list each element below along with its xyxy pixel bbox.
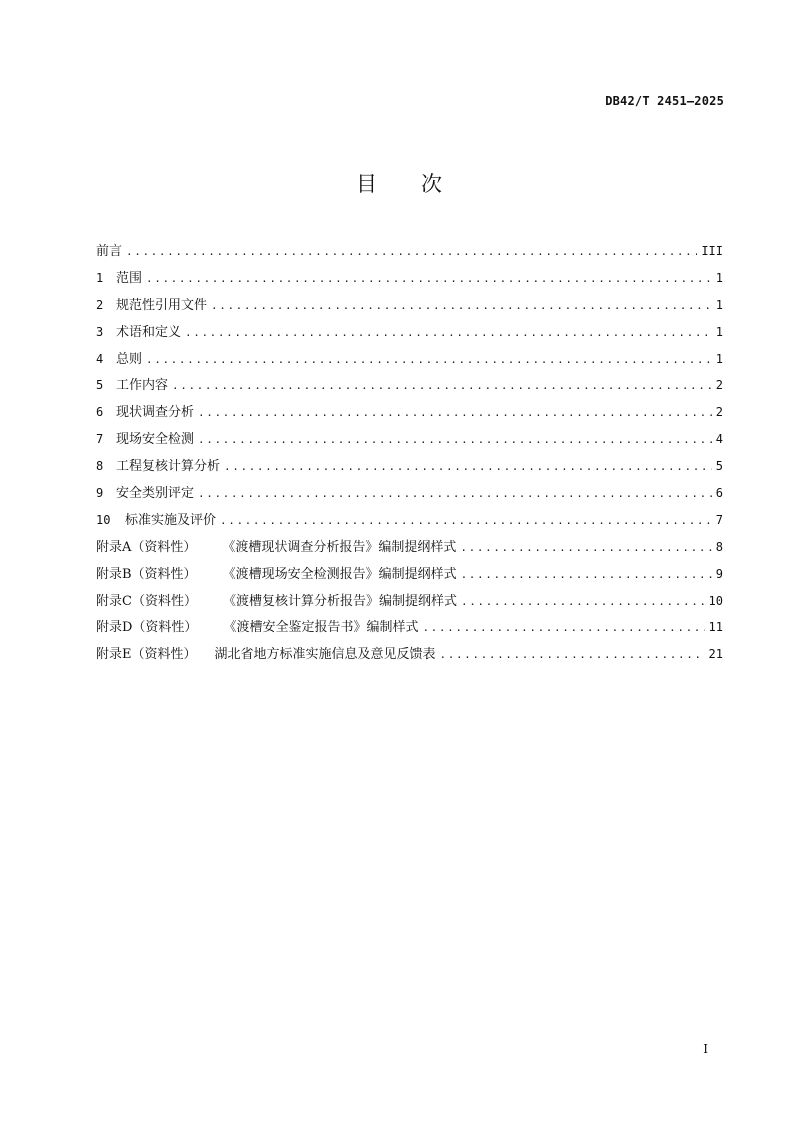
toc-entry-page: 8 [715,539,723,554]
toc-entry-number: 8 [96,459,104,474]
toc-entry-label: 现场安全检测 [116,432,195,448]
appendix-name: 《渡槽现状调查分析报告》编制提纲样式 [222,539,457,555]
toc-entry-page: III [701,244,723,258]
dot-leader [198,406,712,419]
appendix-label: 附录C（资料性） [96,593,197,609]
toc-entry-page: 6 [715,486,723,501]
toc-entry-appendix-e[interactable] [96,643,723,670]
toc-entry-number: 3 [96,324,104,339]
toc-entry-label: 范围 [116,270,143,286]
toc-entry-number: 9 [96,486,104,501]
toc-entry-label: 安全类别评定 [116,486,195,502]
toc-entry-number: 4 [96,351,104,366]
table-of-contents [96,240,723,670]
toc-entry-appendix-b[interactable] [96,563,723,590]
dot-leader [220,514,712,527]
dot-leader [185,326,712,339]
toc-entry-7[interactable] [96,428,723,455]
dot-leader [461,595,705,608]
toc-entry-label: 术语和定义 [116,324,182,340]
toc-entry-page: 21 [708,647,723,662]
toc-entry-page: 2 [715,378,723,393]
toc-entry-number: 1 [96,270,104,285]
toc-entry-page: 1 [715,324,723,339]
toc-entry-label: 工作内容 [116,378,169,394]
appendix-label: 附录D（资料性） [96,620,198,636]
toc-entry-9[interactable] [96,482,723,509]
page-number: I [703,1042,708,1056]
dot-leader [224,460,712,473]
dot-leader [198,433,712,446]
toc-entry-label: 现状调查分析 [116,405,195,421]
appendix-name: 《渡槽安全鉴定报告书》编制样式 [223,620,419,636]
toc-entry-page: 5 [715,459,723,474]
title-char-1: 目 [356,172,379,196]
dot-leader [126,245,697,258]
toc-entry-number: 2 [96,297,104,312]
dot-leader [146,353,712,366]
toc-entry-4[interactable] [96,348,723,375]
toc-entry-page: 9 [715,566,723,581]
toc-entry-page: 11 [708,620,723,635]
toc-entry-appendix-d[interactable] [96,616,723,643]
dot-leader [172,379,712,392]
dot-leader [440,648,705,661]
appendix-name: 《渡槽现场安全检测报告》编制提纲样式 [222,566,457,582]
appendix-label: 附录A（资料性） [96,539,197,555]
toc-entry-number: 6 [96,405,104,420]
toc-entry-number: 10 [96,512,111,527]
toc-entry-1[interactable] [96,267,723,294]
toc-entry-appendix-c[interactable] [96,590,723,617]
appendix-name: 湖北省地方标准实施信息及意见反馈表 [214,647,436,663]
dot-leader [198,487,712,500]
toc-entry-page: 2 [715,405,723,420]
dot-leader [460,541,711,554]
toc-entry-number: 7 [96,432,104,447]
page-title [0,168,800,198]
toc-entry-page: 4 [715,432,723,447]
dot-leader [146,272,712,285]
toc-entry-3[interactable] [96,321,723,348]
toc-entry-page: 7 [715,512,723,527]
toc-entry-2[interactable] [96,294,723,321]
dot-leader [422,621,704,634]
dot-leader [211,299,712,312]
toc-entry-page: 1 [715,351,723,366]
document-code: DB42/T 2451—2025 [605,94,724,108]
title-char-2: 次 [421,172,444,196]
toc-entry-page: 1 [715,270,723,285]
toc-entry-label: 前言 [96,244,123,259]
toc-entry-6[interactable] [96,401,723,428]
appendix-name: 《渡槽复核计算分析报告》编制提纲样式 [222,593,457,609]
toc-entry-label: 标准实施及评价 [125,512,217,528]
toc-entry-label: 工程复核计算分析 [116,459,221,475]
toc-entry-appendix-a[interactable] [96,536,723,563]
toc-entry-number: 5 [96,378,104,393]
toc-entry-5[interactable] [96,374,723,401]
dot-leader [461,568,712,581]
toc-entry-page: 1 [715,297,723,312]
toc-entry-8[interactable] [96,455,723,482]
toc-entry-page: 10 [708,593,723,608]
toc-entry-label: 规范性引用文件 [116,297,208,313]
appendix-label: 附录E（资料性） [96,647,197,663]
appendix-label: 附录B（资料性） [96,566,197,582]
toc-entry-foreword[interactable] [96,240,723,267]
toc-entry-label: 总则 [116,351,143,367]
toc-entry-10[interactable] [96,509,723,536]
